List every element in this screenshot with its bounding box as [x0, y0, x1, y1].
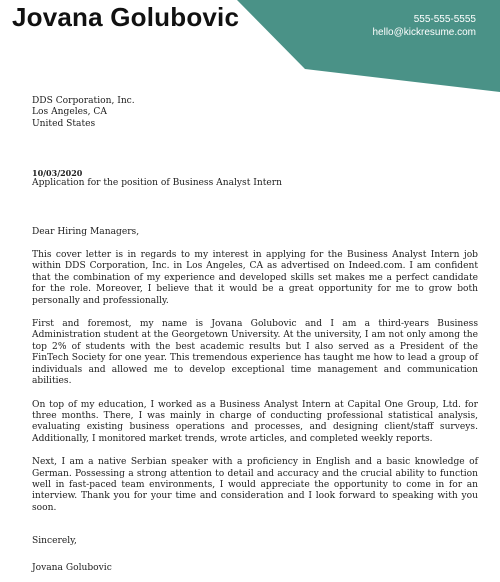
recipient-city: Los Angeles, CA [32, 107, 107, 118]
letter-date: 10/03/2020 [32, 168, 83, 179]
phone-number: 555-555-5555 [413, 14, 476, 25]
paragraph-4: Next, I am a native Serbian speaker with a proficiency in English and a basic knowledge of German. Possessing a strong attention to detail and accuracy and the crucial ability to function well in fast-paced team environments, I would appreciate the opportunity to come in for an interview. Thank you for your time and consideration and I look forward to speaking with you soon. [32, 457, 478, 513]
contact-info [372, 13, 476, 39]
letter-subject: Application for the position of Business Analyst Intern [32, 178, 282, 189]
recipient-address [32, 96, 478, 130]
paragraph-3: On top of my education, I worked as a Business Analyst Intern at Capital One Group, Ltd. for three months. There, I was mainly in charge of conducting professional statistical analysis, evaluating existing business operations and processes, and designing client/staff surveys. Additionally, I monitored market trends, wrote articles, and completed weekly reports. [32, 399, 478, 444]
letter-body [32, 96, 478, 574]
email-address: hello@kickresume.com [372, 27, 476, 38]
recipient-country: United States [32, 118, 96, 129]
signature: Jovana Golubovic [32, 562, 112, 573]
recipient-company: DDS Corporation, Inc. [32, 96, 135, 106]
salutation: Dear Hiring Managers, [32, 226, 140, 237]
applicant-name: Jovana Golubovic [12, 2, 240, 32]
closing: Sincerely, [32, 536, 77, 547]
paragraph-2: First and foremost, my name is Jovana Golubovic and I am a third-years Business Administration student at the Georgetown University. At the university, I am not only among the top 2% of students with the best academic results but I also served as a President of the FinTech Society for one year. This tremendous experience has taught me how to lead a group of individuals and allowed me to develop exceptional time management and communication abilities. [32, 319, 478, 387]
paragraph-1: This cover letter is in regards to my interest in applying for the Business Analyst Intern job within DDS Corporation, Inc. in Los Angeles, CA as advertised on Indeed.com. I am confident that the combination of my experience and developed skills set makes me a perfect candidate for the role. Moreover, I believe that it would be a great opportunity for me to grow both personally and professionally. [32, 250, 478, 306]
